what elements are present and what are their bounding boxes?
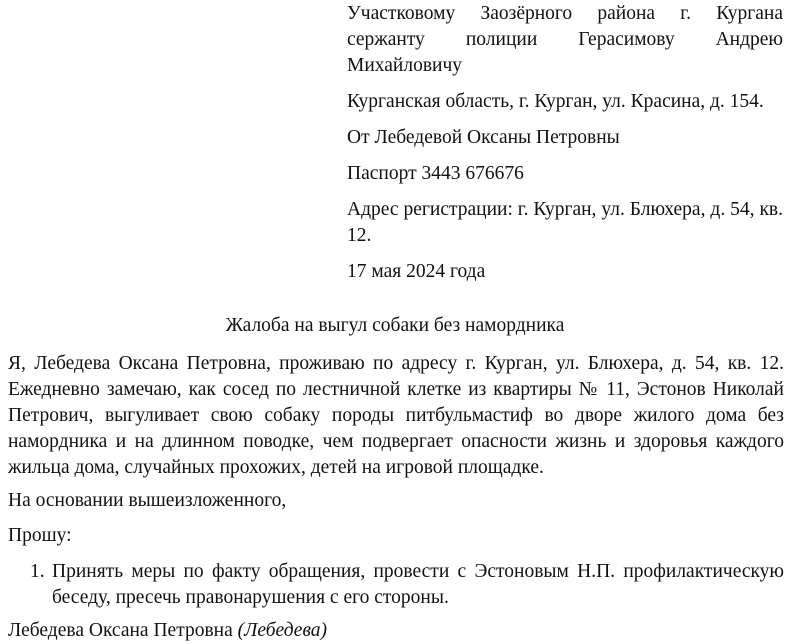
document-header xyxy=(347,1,783,295)
basis-paragraph: На основании вышеизложенного, xyxy=(8,490,287,511)
handwritten-signature: (Лебедева) xyxy=(237,620,328,641)
request-list-item xyxy=(30,559,784,611)
addressee: Участковому Заозёрного района г. Кургана сержанту полиции Герасимову Андрею Михайловичу xyxy=(347,3,783,76)
signature-line xyxy=(8,618,327,644)
signature-name: Лебедева Оксана Петровна xyxy=(8,620,233,641)
complaint-paragraph: Я, Лебедева Оксана Петровна, проживаю по адресу г. Курган, ул. Блюхера, д. 54, кв. 12. Ежедневно замечаю, как сосед по лестничной клетке из квартиры № 11, Эстонов Николай Петрович, выгуливает свою собаку породы питбульмастиф во дворе жилого дома без намордника и на длинном поводке, чем подвергает опасности жизнь и здоровья каждого жильца дома, случайных прохожих, детей на игровой площадке. xyxy=(8,353,784,478)
list-item-number: 1. xyxy=(30,561,45,582)
sender-registration: Адрес регистрации: г. Курган, ул. Блюхера, д. 54, кв. 12. xyxy=(347,199,783,246)
sender-passport: Паспорт 3443 676676 xyxy=(347,163,524,184)
sender-name: От Лебедевой Оксаны Петровны xyxy=(347,127,620,148)
addressee-address: Курганская область, г. Курган, ул. Красина, д. 154. xyxy=(347,91,764,112)
request-heading: Прошу: xyxy=(8,525,72,546)
document-title: Жалоба на выгул собаки без намордника xyxy=(225,315,565,336)
list-item-text: Принять меры по факту обращения, провести с Эстоновым Н.П. профилактическую беседу, пресечь правонарушения с его стороны. xyxy=(52,561,784,608)
document-date: 17 мая 2024 года xyxy=(347,261,486,282)
